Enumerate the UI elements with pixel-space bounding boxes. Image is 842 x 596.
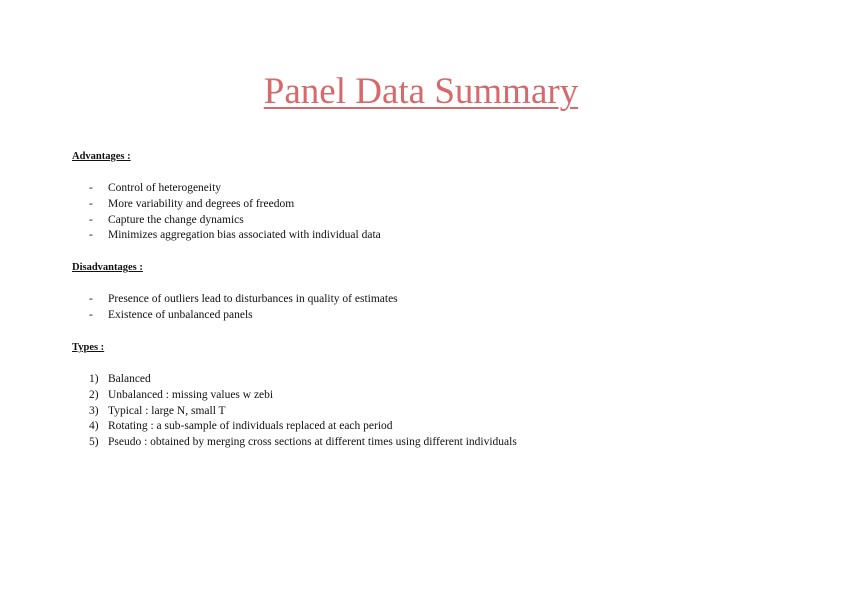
advantages-list (72, 181, 381, 244)
types-heading: Types : (72, 342, 105, 353)
list-item (72, 388, 517, 404)
list-item (72, 435, 517, 451)
bullet-marker: - (89, 197, 93, 210)
list-item (72, 197, 381, 213)
number-marker: 4) (89, 420, 99, 433)
types-list (72, 372, 517, 451)
number-marker: 5) (89, 436, 99, 449)
bullet-marker: - (89, 293, 93, 305)
bullet-marker: - (89, 229, 93, 242)
item-text: Rotating : a sub-sample of individuals replaced at each period (108, 420, 393, 433)
list-item (72, 213, 381, 229)
document-title (0, 70, 842, 113)
item-text: Unbalanced : missing values w zebi (108, 388, 274, 401)
list-item (72, 419, 517, 435)
list-item (72, 372, 517, 388)
number-marker: 2) (89, 388, 99, 401)
bullet-marker: - (89, 182, 93, 194)
item-text: Existence of unbalanced panels (108, 308, 253, 321)
list-item (72, 292, 398, 308)
item-text: Minimizes aggregation bias associated with individual data (108, 229, 381, 242)
number-marker: 1) (89, 373, 99, 385)
list-item (72, 228, 381, 244)
advantages-heading: Advantages : (72, 151, 131, 162)
item-text: Control of heterogeneity (108, 182, 222, 194)
list-item (72, 308, 398, 324)
item-text: Typical : large N, small T (108, 404, 226, 417)
bullet-marker: - (89, 213, 93, 226)
item-text: Balanced (108, 373, 151, 385)
bullet-marker: - (89, 308, 93, 321)
disadvantages-list (72, 292, 398, 324)
list-item (72, 404, 517, 420)
item-text: Pseudo : obtained by merging cross sections at different times using different individuals (108, 436, 517, 449)
item-text: Capture the change dynamics (108, 213, 244, 226)
disadvantages-heading: Disadvantages : (72, 262, 143, 273)
list-item (72, 181, 381, 197)
item-text: Presence of outliers lead to disturbances in quality of estimates (108, 293, 398, 305)
item-text: More variability and degrees of freedom (108, 197, 295, 210)
number-marker: 3) (89, 404, 99, 417)
title-text: Panel Data Summary (263, 71, 579, 112)
